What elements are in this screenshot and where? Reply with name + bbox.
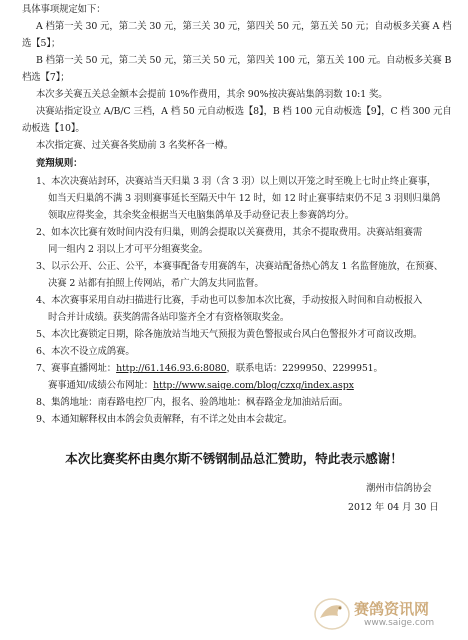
text-line: 5、本次比赛锁定日期，除各施放站当地天气预报为黄色警报或台风白色警报外才可商议改期。 [36,329,423,340]
text-line: 时合并计成绩。获奖鸽需各站印鉴齐全才有资格领取奖金。 [48,312,290,323]
live-url-label: 7、赛事直播网址： [36,363,117,374]
text-line: 6、本次不设立成鸽赛。 [36,346,135,357]
text-line: 选【5】； [22,38,61,49]
text-line: 动板选【10】。 [22,123,85,134]
text-line: 决赛 2 站都有拍照上传网站，希广大鸽友共同监督。 [48,278,264,289]
pigeon-logo-icon [312,596,352,632]
text-line: 2、如本次比赛有效时间内没有归巢，则鸽会提取以关赛费用，其余不提取费用。决赛站组赛需 [36,227,423,238]
watermark-title: 赛鸽资讯网 [354,600,430,618]
watermark-url: www.saige.com [364,618,435,628]
text-line: 8、集鸽地址：南春路电控厂内，报名、验鸽地址：枫春路金龙加油站后面。 [36,397,348,408]
text-line: 本次指定赛、过关赛各奖励前 3 名奖杯各一樽。 [36,140,234,151]
text-line: 1、本次决赛站封环，决赛站当天归巢 3 羽（含 3 羽）以上则以开笼之时至晚上七时止终止赛事， [36,176,437,187]
organization-signature: 潮州市信鸽协会 [366,483,432,494]
text-line: B 档第一关 50 元，第二关 50 元，第三关 50 元，第四关 100 元，第五关 100 元。自动板多关赛 B [36,55,452,66]
text-line: 同一组内 2 羽以上才可平分组赛奖金。 [48,244,209,255]
text-line: 9、本通知解释权由本鸽会负责解释，有不详之处由本会裁定。 [36,414,293,425]
text-line: 领取应得奖金，其余奖金根据当天电脑集鸽单及手动登记表上参赛鸽均分。 [48,210,355,221]
text-line: 如当天归巢鸽不满 3 羽则赛事延长至隔天中午 12 时，如 12 时止赛事结束仍不足 3 羽则归巢鸽 [48,193,441,204]
text-line: 档选【7】； [22,72,70,83]
rules-heading: 竞翔规则： [36,158,83,169]
contact-line [36,363,383,375]
text-line: 3、以示公开、公正、公平，本赛事配备专用赛鸽车，决赛站配备热心鸽友 1 名监督施放，在预赛、 [36,261,444,272]
text-line: 4、本次赛事采用自动扫描进行比赛，手动也可以参加本次比赛，手动按报入时间和自动板报入 [36,295,423,306]
sponsor-banner: 本次比赛奖杯由奥尔斯不锈钢制品总汇赞助，特此表示感谢！ [65,451,403,466]
text-line: 本次多关赛五关总金额本会提前 10%作费用，其余 90%按决赛站集鸽羽数 10:1 奖。 [36,89,388,100]
text-line: 具体事项规定如下： [22,4,106,15]
live-url-link[interactable]: http://61.146.93.6:8080 [116,363,227,374]
results-url-link[interactable]: http://www.saige.com/blog/czxg/index.aspx [153,380,354,391]
results-url-label: 赛事通知/成绩公布网址： [48,380,154,391]
results-line [48,380,354,392]
text-line: A 档第一关 30 元，第二关 30 元，第三关 30 元，第四关 50 元，第五关 50 元；自动板多关赛 A 档 [36,21,452,32]
text-line: 决赛站指定设立 A/B/C 三档，A 档 50 元自动板选【8】，B 档 100 元自动板选【9】，C 档 300 元自 [36,106,452,117]
site-watermark [312,596,462,634]
signature-date: 2012 年 04 月 30 日 [348,502,439,513]
phone-text: ，联系电话：2299950、2299951。 [226,363,383,374]
